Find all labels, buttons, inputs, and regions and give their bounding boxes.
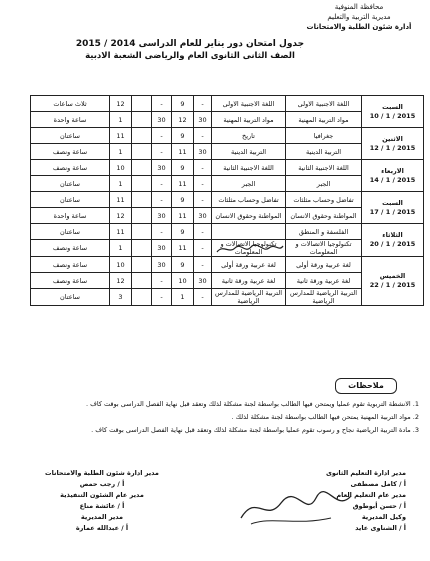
separator-cell bbox=[132, 176, 152, 192]
start-minute-cell: 30 bbox=[194, 144, 212, 160]
note-item: 1. الانشطة التربوية تقوم عمليا ويمتحن فيها الطالب بواسطة لجنة مشكلة لذلك وتعقد قبل نهاية الفصل الدراسى بوقت كاف . bbox=[86, 400, 419, 408]
exam-day-cell bbox=[362, 128, 424, 160]
signature-name: أ / كامل مصطفى bbox=[350, 480, 406, 488]
end-hour-cell: 3 bbox=[110, 289, 132, 306]
end-hour-cell: 11 bbox=[110, 128, 132, 144]
start-hour-cell: 1 bbox=[172, 289, 194, 306]
separator-cell bbox=[132, 96, 152, 112]
exam-day-name: السبت bbox=[382, 102, 403, 111]
start-minute-cell: - bbox=[194, 128, 212, 144]
subject-general-cell: تفاضل وحساب مثلثات bbox=[286, 192, 362, 208]
separator-cell bbox=[132, 273, 152, 289]
handwritten-signature bbox=[236, 488, 356, 528]
end-hour-cell: 1 bbox=[110, 144, 132, 160]
exam-date: 2015 / 1 / 10 bbox=[369, 111, 416, 120]
notes-heading: ملاحظات bbox=[335, 378, 397, 394]
subject-sport-cell: التربية الرياضية للمدارس الرياضية bbox=[212, 289, 286, 306]
separator-cell bbox=[132, 144, 152, 160]
separator-cell bbox=[132, 160, 152, 176]
start-minute-cell: 30 bbox=[194, 208, 212, 224]
exam-date: 2015 / 1 / 12 bbox=[369, 143, 416, 152]
start-hour-cell: 9 bbox=[172, 160, 194, 176]
start-hour-cell: 12 bbox=[172, 112, 194, 128]
duration-cell: ساعتان bbox=[31, 289, 110, 306]
schedule-row bbox=[31, 96, 424, 112]
duration-cell: ساعة ونصف bbox=[31, 273, 110, 289]
subject-general-cell: الفلسفة و المنطق bbox=[286, 224, 362, 240]
schedule-row bbox=[31, 257, 424, 273]
start-minute-cell: - bbox=[194, 289, 212, 306]
signature-title: مدير عام الشئون التنفيذية bbox=[60, 491, 144, 499]
duration-cell: ساعتان bbox=[31, 224, 110, 240]
schedule-row bbox=[31, 160, 424, 176]
duration-cell: ساعة واحدة bbox=[31, 208, 110, 224]
signatures-left bbox=[22, 468, 182, 534]
ministry-header bbox=[294, 2, 424, 32]
subject-general-cell: تكنولوجيا الاتصالات و المعلومات bbox=[286, 240, 362, 257]
start-minute-cell: - bbox=[194, 240, 212, 257]
handwritten-annotation bbox=[215, 242, 285, 256]
start-minute-cell: - bbox=[194, 96, 212, 112]
end-minute-cell: - bbox=[152, 273, 172, 289]
start-minute-cell: 30 bbox=[194, 112, 212, 128]
end-minute-cell: - bbox=[152, 192, 172, 208]
end-minute-cell: - bbox=[152, 289, 172, 306]
title-line-1: جدول امتحان دور يناير للعام الدراسى 2014 / 2015 bbox=[75, 39, 305, 49]
start-hour-cell: 9 bbox=[172, 224, 194, 240]
end-minute-cell: - bbox=[152, 144, 172, 160]
start-hour-cell: 9 bbox=[172, 128, 194, 144]
exam-day-cell bbox=[362, 96, 424, 128]
duration-cell: ساعتان bbox=[31, 192, 110, 208]
exam-day-cell bbox=[362, 160, 424, 192]
duration-cell: ثلاث ساعات bbox=[31, 96, 110, 112]
subject-general-cell: التربية الرياضية للمدارس الرياضية bbox=[286, 289, 362, 306]
start-minute-cell: - bbox=[194, 224, 212, 240]
end-minute-cell: 30 bbox=[152, 240, 172, 257]
start-hour-cell: 11 bbox=[172, 240, 194, 257]
start-hour-cell: 11 bbox=[172, 208, 194, 224]
end-minute-cell: 30 bbox=[152, 160, 172, 176]
subject-general-cell: مواد التربية المهنية bbox=[286, 112, 362, 128]
duration-cell: ساعة واحدة bbox=[31, 112, 110, 128]
signature-name: أ / عبدالله عمارة bbox=[75, 524, 129, 532]
signature-name: أ / حسن أبوطوق bbox=[352, 502, 406, 510]
subject-sport-cell: المواطنة وحقوق الانسان bbox=[212, 208, 286, 224]
signature-title: مدير المديرية bbox=[80, 513, 124, 521]
document-title bbox=[40, 38, 340, 62]
separator-cell bbox=[132, 192, 152, 208]
separator-cell bbox=[132, 128, 152, 144]
end-minute-cell: - bbox=[152, 96, 172, 112]
subject-sport-cell: لغة عربية ورقة ثانية bbox=[212, 273, 286, 289]
signature-title: وكيل المديرية bbox=[361, 513, 406, 521]
exam-day-name: الاثنين bbox=[382, 134, 403, 143]
signature-name: أ / رجب حمص bbox=[79, 480, 125, 488]
subject-general-cell: لغة عربية ورقة أولى bbox=[286, 257, 362, 273]
end-minute-cell: 30 bbox=[152, 208, 172, 224]
subject-sport-cell: مواد التربية المهنية bbox=[212, 112, 286, 128]
exam-day-name: السبت bbox=[382, 198, 403, 207]
separator-cell bbox=[132, 240, 152, 257]
duration-cell: ساعتان bbox=[31, 176, 110, 192]
end-hour-cell: 12 bbox=[110, 96, 132, 112]
subject-general-cell: اللغة الاجنبية الثانية bbox=[286, 160, 362, 176]
subject-sport-cell: تاريخ bbox=[212, 128, 286, 144]
end-hour-cell: 1 bbox=[110, 240, 132, 257]
start-minute-cell: 30 bbox=[194, 273, 212, 289]
start-hour-cell: 11 bbox=[172, 176, 194, 192]
duration-cell: ساعتان bbox=[31, 128, 110, 144]
separator-cell bbox=[132, 224, 152, 240]
signature-name: أ / الشناوى عايد bbox=[355, 524, 406, 532]
schedule-row bbox=[31, 128, 424, 144]
start-minute-cell: - bbox=[194, 192, 212, 208]
start-minute-cell: - bbox=[194, 160, 212, 176]
start-hour-cell: 9 bbox=[172, 257, 194, 273]
separator-cell bbox=[132, 289, 152, 306]
exam-day-name: الخميس bbox=[379, 272, 406, 280]
start-minute-cell: - bbox=[194, 176, 212, 192]
start-hour-cell: 9 bbox=[172, 192, 194, 208]
end-minute-cell: 30 bbox=[152, 257, 172, 273]
end-hour-cell: 12 bbox=[110, 208, 132, 224]
schedule-row bbox=[31, 224, 424, 240]
signature-title: مدير ادارة شئون الطلبة والامتحانات bbox=[45, 469, 159, 477]
exam-date: 2015 / 1 / 14 bbox=[369, 175, 416, 184]
start-hour-cell: 9 bbox=[172, 96, 194, 112]
duration-cell: ساعة ونصف bbox=[31, 240, 110, 257]
exam-day-name: الاربعاء bbox=[381, 166, 404, 175]
subject-sport-cell: التربية الدينية bbox=[212, 144, 286, 160]
exam-day-cell bbox=[362, 192, 424, 224]
signature-title: مدير عام التعليم العام bbox=[336, 491, 406, 499]
note-item: 2. مواد التربية المهنية يمتحن فيها الطالب بواسطة لجنة مشكلة لذلك . bbox=[231, 413, 419, 421]
subject-sport-cell bbox=[212, 224, 286, 240]
duration-cell: ساعة ونصف bbox=[31, 144, 110, 160]
end-hour-cell: 11 bbox=[110, 224, 132, 240]
header-department: أدارة شئون الطلبة والامتحانات bbox=[306, 23, 412, 31]
subject-sport-cell: تكنولوجيا الاتصالات و المعلومات bbox=[212, 240, 286, 257]
signature-title: مدير ادارة التعليم الثانوى bbox=[325, 469, 406, 477]
header-governorate: محافظة المنوفية bbox=[334, 3, 384, 11]
exam-day-name: الثلاثاء bbox=[382, 231, 403, 239]
subject-general-cell: التربية الدينية bbox=[286, 144, 362, 160]
separator-cell bbox=[132, 112, 152, 128]
exam-date: 2015 / 1 / 22 bbox=[369, 281, 416, 289]
end-hour-cell: 10 bbox=[110, 160, 132, 176]
end-hour-cell: 1 bbox=[110, 176, 132, 192]
start-hour-cell: 11 bbox=[172, 144, 194, 160]
subject-general-cell: لغة عربية ورقة ثانية bbox=[286, 273, 362, 289]
exam-day-cell bbox=[362, 257, 424, 306]
subject-sport-cell: الجبر bbox=[212, 176, 286, 192]
header-directorate: مديرية التربية والتعليم bbox=[327, 13, 391, 21]
schedule-row bbox=[31, 192, 424, 208]
subject-general-cell: جغرافيا bbox=[286, 128, 362, 144]
subject-sport-cell: اللغة الاجنبية الاولى bbox=[212, 96, 286, 112]
end-hour-cell: 10 bbox=[110, 257, 132, 273]
subject-general-cell: الجبر bbox=[286, 176, 362, 192]
duration-cell: ساعة ونصف bbox=[31, 257, 110, 273]
duration-cell: ساعة ونصف bbox=[31, 160, 110, 176]
end-minute-cell: 30 bbox=[152, 112, 172, 128]
exam-date: 2015 / 1 / 20 bbox=[369, 240, 416, 248]
subject-sport-cell: تفاضل وحساب مثلثات bbox=[212, 192, 286, 208]
end-hour-cell: 11 bbox=[110, 192, 132, 208]
title-line-2: الصف الثانى الثانوى العام والرياضى الشعبة الادبية bbox=[85, 51, 295, 61]
exam-date: 2015 / 1 / 17 bbox=[369, 207, 416, 216]
subject-sport-cell: لغة عربية ورقة أولى bbox=[212, 257, 286, 273]
notes-list bbox=[14, 398, 419, 437]
subject-sport-cell: اللغة الاجنبية الثانية bbox=[212, 160, 286, 176]
start-hour-cell: 10 bbox=[172, 273, 194, 289]
exam-schedule-table bbox=[30, 95, 424, 306]
subject-general-cell: المواطنة وحقوق الانسان bbox=[286, 208, 362, 224]
note-item: 3. مادة التربية الرياضية نجاح و رسوب تقوم عمليا بواسطة لجنة مشكلة لذلك وتعقد قبل نهاية الفصل الدراسى بوقت كاف . bbox=[91, 426, 419, 434]
separator-cell bbox=[132, 208, 152, 224]
end-minute-cell: - bbox=[152, 224, 172, 240]
end-hour-cell: 12 bbox=[110, 273, 132, 289]
exam-day-cell bbox=[362, 224, 424, 257]
end-minute-cell: - bbox=[152, 128, 172, 144]
end-minute-cell: - bbox=[152, 176, 172, 192]
end-hour-cell: 1 bbox=[110, 112, 132, 128]
subject-general-cell: اللغة الاجنبية الاولى bbox=[286, 96, 362, 112]
start-minute-cell: - bbox=[194, 257, 212, 273]
separator-cell bbox=[132, 257, 152, 273]
signature-name: أ / عائشة مناع bbox=[79, 502, 125, 510]
